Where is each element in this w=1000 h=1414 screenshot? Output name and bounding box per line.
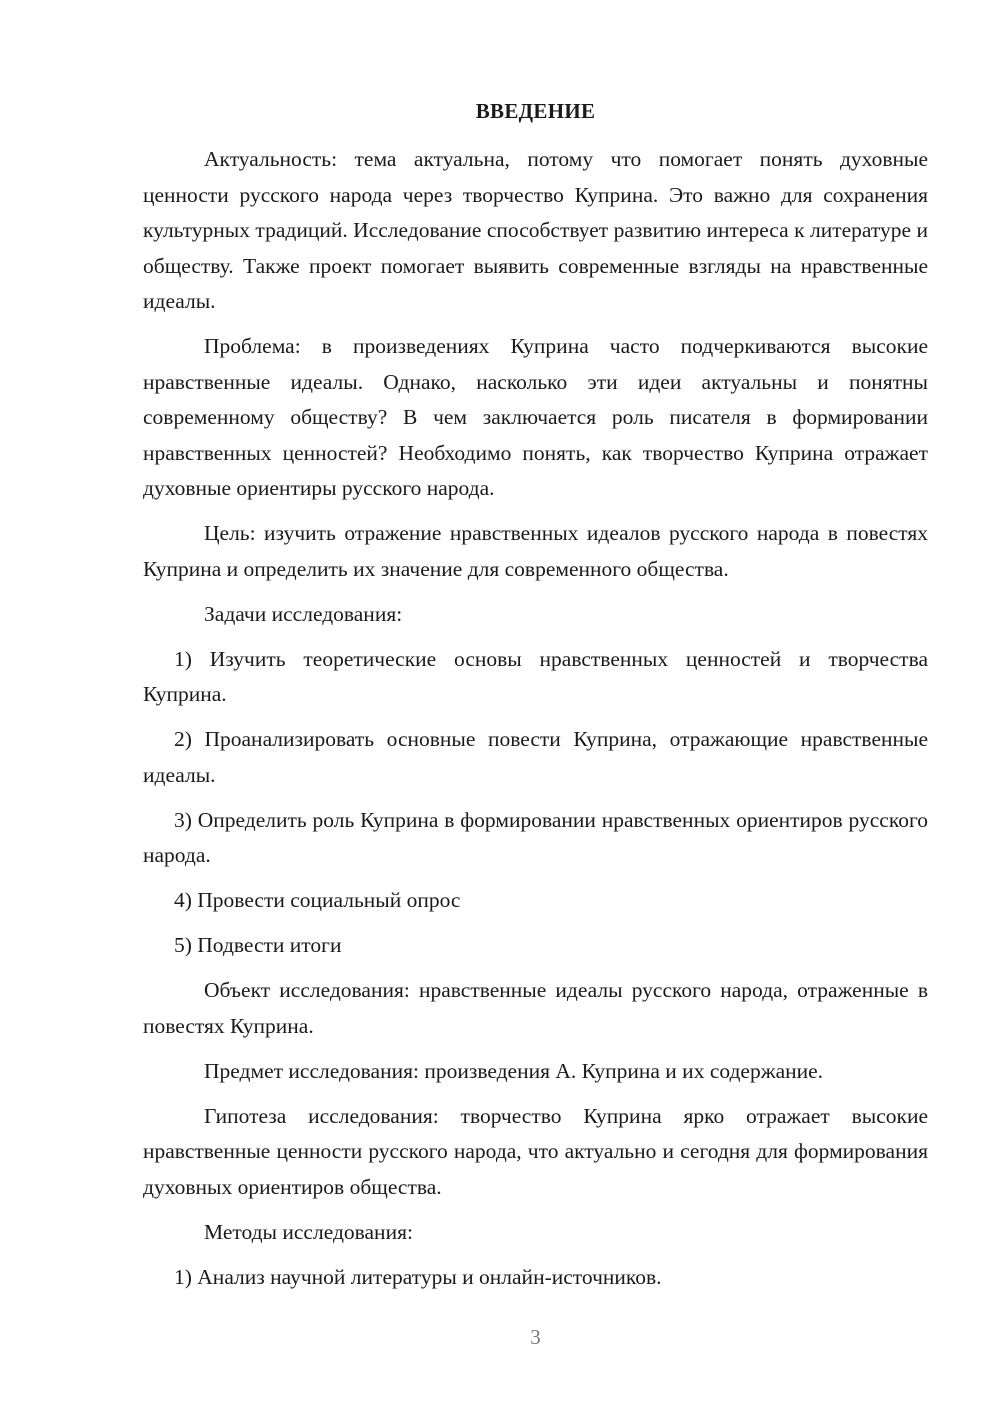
paragraph-problem: Проблема: в произведениях Куприна часто подчеркиваются высокие нравственные идеалы. Однако, насколько эти идеи актуальны и понятны современному обществу? В чем заключается роль писателя в формировании нравственных ценностей? Необходимо понять, как творчество Куприна отражает духовные ориентиры русского народа. (143, 334, 928, 500)
paragraph-goal: Цель: изучить отражение нравственных идеалов русского народа в повестях Куприна и определить их значение для современного общества. (143, 521, 928, 581)
document-body (143, 142, 928, 1305)
paragraph-subject: Предмет исследования: произведения А. Куприна и их содержание. (204, 1058, 824, 1083)
paragraph-tasks-heading: Задачи исследования: (204, 601, 403, 626)
list-item-task-4: 4) Провести социальный опрос (174, 888, 461, 912)
document-page (143, 0, 928, 1414)
paragraph-relevance: Актуальность: тема актуальна, потому что помогает понять духовные ценности русского народа через творчество Куприна. Это важно для сохранения культурных традиций. Исследование способствует развитию интереса к литературе и обществу. Также проект помогает выявить современные взгляды на нравственные идеалы. (143, 147, 928, 313)
page-number: 3 (530, 1325, 541, 1349)
list-item-method-1: 1) Анализ научной литературы и онлайн-источников. (174, 1264, 662, 1289)
list-item-task-1: 1) Изучить теоретические основы нравственных ценностей и творчества Куприна. (143, 646, 928, 706)
list-item-task-5: 5) Подвести итоги (174, 933, 342, 957)
paragraph-object: Объект исследования: нравственные идеалы русского народа, отраженные в повестях Куприна. (143, 978, 928, 1038)
paragraph-hypothesis: Гипотеза исследования: творчество Куприна ярко отражает высокие нравственные ценности русского народа, что актуально и сегодня для формирования духовных ориентиров общества. (143, 1103, 928, 1199)
section-heading: ВВЕДЕНИЕ (475, 99, 596, 123)
list-item-task-2: 2) Проанализировать основные повести Куприна, отражающие нравственные идеалы. (143, 727, 928, 787)
list-item-task-3: 3) Определить роль Куприна в формировании нравственных ориентиров русского народа. (143, 807, 928, 867)
paragraph-methods-heading: Методы исследования: (204, 1219, 413, 1244)
